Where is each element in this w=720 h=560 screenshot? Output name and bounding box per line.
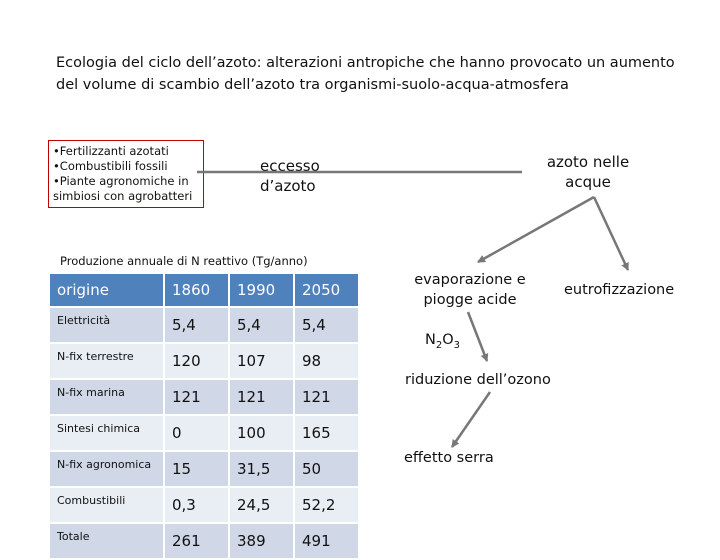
header-cell: 1990 [229,274,294,307]
row-label: Elettricità [50,307,164,343]
table-cell: 50 [294,451,359,487]
production-table [50,274,360,560]
source-item: •Combustibili fossili [53,159,168,173]
table-row [50,379,359,415]
row-label: Sintesi chimica [50,415,164,451]
arrow-evaporazione-to-ozono [468,312,487,361]
table-cell: 165 [294,415,359,451]
header-cell: 1860 [164,274,229,307]
arrow-ozono-to-serra [452,392,490,447]
row-label: N-fix terrestre [50,343,164,379]
table-cell: 0 [164,415,229,451]
node-effetto-serra: effetto serra [404,450,494,466]
arrow-to-evaporazione [478,197,594,262]
node-evaporazione: evaporazione e piogge acide [414,272,526,308]
page-title: Ecologia del ciclo dell’azoto: alterazioni antropiche che hanno provocato un aumento del volume di scambio dell’azoto tra organismi-suolo-acqua-atmosfera [56,55,675,93]
table-row [50,451,359,487]
table-cell: 52,2 [294,487,359,523]
node-eccesso-azoto: eccesso d’azoto [260,157,320,195]
table-cell: 15 [164,451,229,487]
table-cell: 389 [229,523,294,559]
node-azoto-acque: azoto nelle acque [546,153,630,191]
table-row [50,343,359,379]
source-item: •Fertilizzanti azotati [53,144,169,158]
table-cell: 100 [229,415,294,451]
table-cell: 121 [229,379,294,415]
header-cell: 2050 [294,274,359,307]
row-label: Combustibili [50,487,164,523]
table-cell: 24,5 [229,487,294,523]
table-cell: 5,4 [229,307,294,343]
table-cell: 5,4 [164,307,229,343]
header-cell: origine [50,274,164,307]
source-item: •Piante agronomiche in simbiosi con agrobatteri [53,174,193,203]
table-caption: Produzione annuale di N reattivo (Tg/anno) [60,254,308,268]
table-cell: 261 [164,523,229,559]
table-cell: 107 [229,343,294,379]
table-row [50,487,359,523]
arrow-to-eutrofizzazione [594,197,628,270]
node-riduzione-ozono: riduzione dell’ozono [405,372,551,388]
table-cell: 120 [164,343,229,379]
table-cell: 0,3 [164,487,229,523]
row-label: N-fix agronomica [50,451,164,487]
table-cell: 121 [164,379,229,415]
table-cell: 121 [294,379,359,415]
row-label: N-fix marina [50,379,164,415]
table-row [50,307,359,343]
node-n2o3: $N_2O_3$ [425,332,461,351]
table-row [50,523,359,559]
table-header-row [50,274,359,307]
table-cell: 31,5 [229,451,294,487]
table-cell: 5,4 [294,307,359,343]
table-row [50,415,359,451]
table-cell: 98 [294,343,359,379]
node-eutrofizzazione: eutrofizzazione [564,282,675,298]
table-cell: 491 [294,523,359,559]
row-label: Totale [50,523,164,559]
